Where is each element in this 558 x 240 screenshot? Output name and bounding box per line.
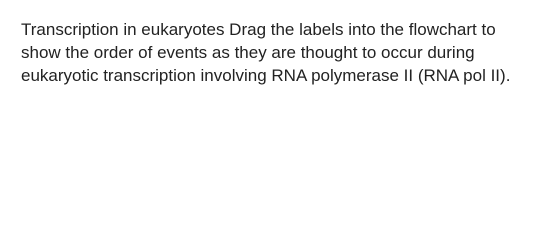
question-text-line-1: Transcription in eukaryotes Drag the labels into the flowchart to [21,20,496,39]
question-text-line-2: show the order of events as they are thought to occur during [21,43,475,62]
question-text [21,18,551,87]
question-text-line-3: eukaryotic transcription involving RNA polymerase II (RNA pol II). [21,66,511,85]
